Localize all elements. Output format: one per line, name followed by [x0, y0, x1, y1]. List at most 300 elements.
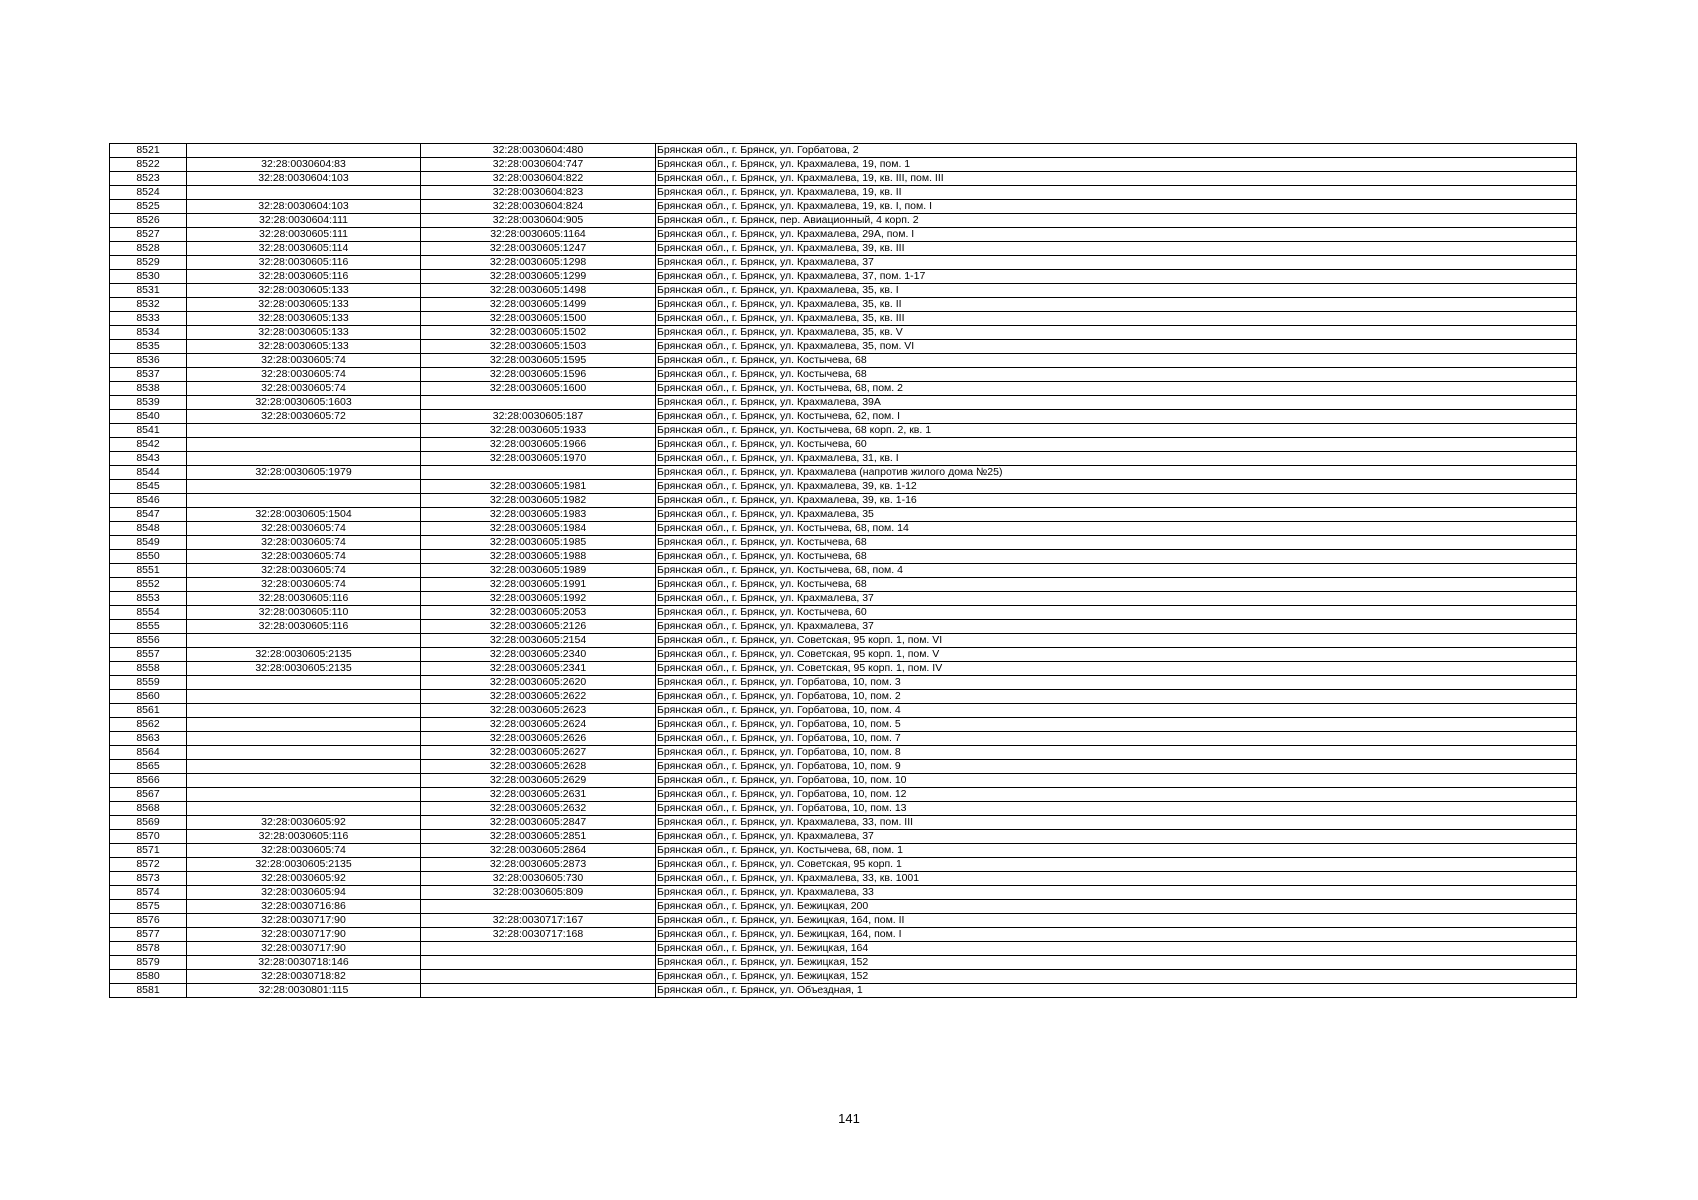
cadastral-number-cell: 32:28:0030605:2341 — [421, 662, 656, 676]
table-row — [110, 634, 1577, 648]
cadastral-number-cell: 32:28:0030605:809 — [421, 886, 656, 900]
cadastral-number-cell: 32:28:0030605:1933 — [421, 424, 656, 438]
address-cell: Брянская обл., г. Брянск, ул. Крахмалева (напротив жилого дома №25) — [656, 466, 1577, 480]
row-number-cell: 8570 — [110, 830, 187, 844]
cadastral-number-cell: 32:28:0030605:1247 — [421, 242, 656, 256]
cadastral-number-cell — [421, 396, 656, 410]
table-row — [110, 494, 1577, 508]
table-row — [110, 284, 1577, 298]
parent-cadastral-number-cell: 32:28:0030605:74 — [187, 354, 421, 368]
parent-cadastral-number-cell — [187, 690, 421, 704]
address-cell: Брянская обл., г. Брянск, ул. Крахмалева, 19, кв. III, пом. III — [656, 172, 1577, 186]
parent-cadastral-number-cell — [187, 774, 421, 788]
row-number-cell: 8574 — [110, 886, 187, 900]
table-row — [110, 956, 1577, 970]
parent-cadastral-number-cell — [187, 718, 421, 732]
address-cell: Брянская обл., г. Брянск, ул. Горбатова, 10, пом. 12 — [656, 788, 1577, 802]
row-number-cell: 8564 — [110, 746, 187, 760]
parent-cadastral-number-cell: 32:28:0030605:111 — [187, 228, 421, 242]
address-cell: Брянская обл., г. Брянск, ул. Крахмалева, 37 — [656, 620, 1577, 634]
table-row — [110, 242, 1577, 256]
parent-cadastral-number-cell: 32:28:0030717:90 — [187, 928, 421, 942]
table-row — [110, 872, 1577, 886]
table-row — [110, 326, 1577, 340]
row-number-cell: 8551 — [110, 564, 187, 578]
address-cell: Брянская обл., г. Брянск, ул. Бежицкая, 152 — [656, 970, 1577, 984]
table-row — [110, 228, 1577, 242]
table-row — [110, 410, 1577, 424]
address-cell: Брянская обл., г. Брянск, ул. Горбатова, 10, пом. 2 — [656, 690, 1577, 704]
row-number-cell: 8541 — [110, 424, 187, 438]
cadastral-number-cell: 32:28:0030605:730 — [421, 872, 656, 886]
cadastral-number-cell — [421, 466, 656, 480]
cadastral-number-cell: 32:28:0030605:2847 — [421, 816, 656, 830]
registry-table-body — [110, 144, 1577, 998]
cadastral-number-cell: 32:28:0030605:1499 — [421, 298, 656, 312]
row-number-cell: 8529 — [110, 256, 187, 270]
row-number-cell: 8577 — [110, 928, 187, 942]
address-cell: Брянская обл., г. Брянск, ул. Горбатова, 2 — [656, 144, 1577, 158]
address-cell: Брянская обл., г. Брянск, ул. Крахмалева, 39, кв. III — [656, 242, 1577, 256]
table-row — [110, 704, 1577, 718]
cadastral-number-cell: 32:28:0030605:2624 — [421, 718, 656, 732]
row-number-cell: 8566 — [110, 774, 187, 788]
table-row — [110, 774, 1577, 788]
row-number-cell: 8557 — [110, 648, 187, 662]
row-number-cell: 8565 — [110, 760, 187, 774]
cadastral-number-cell: 32:28:0030605:1989 — [421, 564, 656, 578]
table-row — [110, 844, 1577, 858]
address-cell: Брянская обл., г. Брянск, ул. Костычева, 62, пом. I — [656, 410, 1577, 424]
row-number-cell: 8571 — [110, 844, 187, 858]
cadastral-number-cell: 32:28:0030605:2873 — [421, 858, 656, 872]
parent-cadastral-number-cell — [187, 732, 421, 746]
table-row — [110, 158, 1577, 172]
row-number-cell: 8525 — [110, 200, 187, 214]
table-row — [110, 480, 1577, 494]
address-cell: Брянская обл., г. Брянск, ул. Крахмалева, 39, кв. 1-12 — [656, 480, 1577, 494]
row-number-cell: 8528 — [110, 242, 187, 256]
address-cell: Брянская обл., г. Брянск, ул. Бежицкая, 164, пом. II — [656, 914, 1577, 928]
address-cell: Брянская обл., г. Брянск, ул. Костычева, 68 — [656, 550, 1577, 564]
table-row — [110, 732, 1577, 746]
parent-cadastral-number-cell: 32:28:0030605:133 — [187, 298, 421, 312]
table-row — [110, 578, 1577, 592]
parent-cadastral-number-cell: 32:28:0030605:92 — [187, 872, 421, 886]
row-number-cell: 8572 — [110, 858, 187, 872]
address-cell: Брянская обл., г. Брянск, ул. Горбатова, 10, пом. 8 — [656, 746, 1577, 760]
address-cell: Брянская обл., г. Брянск, ул. Советская, 95 корп. 1 — [656, 858, 1577, 872]
row-number-cell: 8543 — [110, 452, 187, 466]
parent-cadastral-number-cell — [187, 760, 421, 774]
table-row — [110, 396, 1577, 410]
cadastral-number-cell: 32:28:0030605:1991 — [421, 578, 656, 592]
cadastral-number-cell: 32:28:0030605:1984 — [421, 522, 656, 536]
cadastral-number-cell: 32:28:0030717:168 — [421, 928, 656, 942]
row-number-cell: 8568 — [110, 802, 187, 816]
table-row — [110, 900, 1577, 914]
parent-cadastral-number-cell — [187, 746, 421, 760]
row-number-cell: 8548 — [110, 522, 187, 536]
cadastral-number-cell: 32:28:0030605:1966 — [421, 438, 656, 452]
table-row — [110, 788, 1577, 802]
cadastral-number-cell — [421, 900, 656, 914]
cadastral-number-cell: 32:28:0030605:1500 — [421, 312, 656, 326]
parent-cadastral-number-cell: 32:28:0030605:2135 — [187, 858, 421, 872]
address-cell: Брянская обл., г. Брянск, ул. Костычева, 68 — [656, 368, 1577, 382]
parent-cadastral-number-cell — [187, 480, 421, 494]
address-cell: Брянская обл., г. Брянск, ул. Костычева, 68, пом. 14 — [656, 522, 1577, 536]
row-number-cell: 8531 — [110, 284, 187, 298]
parent-cadastral-number-cell: 32:28:0030604:111 — [187, 214, 421, 228]
address-cell: Брянская обл., г. Брянск, ул. Бежицкая, 152 — [656, 956, 1577, 970]
cadastral-number-cell: 32:28:0030605:1298 — [421, 256, 656, 270]
parent-cadastral-number-cell: 32:28:0030605:116 — [187, 270, 421, 284]
parent-cadastral-number-cell: 32:28:0030605:114 — [187, 242, 421, 256]
address-cell: Брянская обл., г. Брянск, ул. Горбатова, 10, пом. 9 — [656, 760, 1577, 774]
cadastral-number-cell: 32:28:0030605:2864 — [421, 844, 656, 858]
registry-table — [109, 143, 1577, 998]
parent-cadastral-number-cell — [187, 788, 421, 802]
address-cell: Брянская обл., г. Брянск, ул. Горбатова, 10, пом. 5 — [656, 718, 1577, 732]
address-cell: Брянская обл., г. Брянск, ул. Костычева, 68, пом. 1 — [656, 844, 1577, 858]
address-cell: Брянская обл., г. Брянск, ул. Горбатова, 10, пом. 4 — [656, 704, 1577, 718]
table-row — [110, 186, 1577, 200]
cadastral-number-cell: 32:28:0030605:1981 — [421, 480, 656, 494]
address-cell: Брянская обл., г. Брянск, ул. Крахмалева, 37 — [656, 830, 1577, 844]
row-number-cell: 8547 — [110, 508, 187, 522]
parent-cadastral-number-cell — [187, 802, 421, 816]
row-number-cell: 8576 — [110, 914, 187, 928]
parent-cadastral-number-cell: 32:28:0030605:110 — [187, 606, 421, 620]
table-row — [110, 424, 1577, 438]
table-row — [110, 942, 1577, 956]
row-number-cell: 8522 — [110, 158, 187, 172]
parent-cadastral-number-cell: 32:28:0030605:133 — [187, 312, 421, 326]
row-number-cell: 8579 — [110, 956, 187, 970]
row-number-cell: 8575 — [110, 900, 187, 914]
cadastral-number-cell: 32:28:0030605:1164 — [421, 228, 656, 242]
row-number-cell: 8546 — [110, 494, 187, 508]
row-number-cell: 8562 — [110, 718, 187, 732]
table-row — [110, 550, 1577, 564]
parent-cadastral-number-cell: 32:28:0030801:115 — [187, 984, 421, 998]
page-number: 141 — [838, 1111, 860, 1126]
address-cell: Брянская обл., г. Брянск, ул. Бежицкая, 164, пом. I — [656, 928, 1577, 942]
row-number-cell: 8578 — [110, 942, 187, 956]
cadastral-number-cell: 32:28:0030717:167 — [421, 914, 656, 928]
parent-cadastral-number-cell: 32:28:0030604:103 — [187, 172, 421, 186]
table-row — [110, 760, 1577, 774]
address-cell: Брянская обл., г. Брянск, ул. Крахмалева, 37 — [656, 592, 1577, 606]
row-number-cell: 8534 — [110, 326, 187, 340]
parent-cadastral-number-cell: 32:28:0030718:82 — [187, 970, 421, 984]
cadastral-number-cell: 32:28:0030605:1992 — [421, 592, 656, 606]
cadastral-number-cell: 32:28:0030605:2851 — [421, 830, 656, 844]
address-cell: Брянская обл., г. Брянск, ул. Объездная, 1 — [656, 984, 1577, 998]
parent-cadastral-number-cell: 32:28:0030605:92 — [187, 816, 421, 830]
table-row — [110, 802, 1577, 816]
address-cell: Брянская обл., г. Брянск, ул. Горбатова, 10, пом. 10 — [656, 774, 1577, 788]
parent-cadastral-number-cell: 32:28:0030605:116 — [187, 620, 421, 634]
cadastral-number-cell: 32:28:0030605:2622 — [421, 690, 656, 704]
table-row — [110, 858, 1577, 872]
cadastral-number-cell: 32:28:0030605:187 — [421, 410, 656, 424]
parent-cadastral-number-cell — [187, 494, 421, 508]
address-cell: Брянская обл., г. Брянск, ул. Горбатова, 10, пом. 3 — [656, 676, 1577, 690]
row-number-cell: 8542 — [110, 438, 187, 452]
row-number-cell: 8530 — [110, 270, 187, 284]
parent-cadastral-number-cell: 32:28:0030605:133 — [187, 284, 421, 298]
cadastral-number-cell: 32:28:0030605:2631 — [421, 788, 656, 802]
parent-cadastral-number-cell: 32:28:0030605:1504 — [187, 508, 421, 522]
table-row — [110, 676, 1577, 690]
cadastral-number-cell — [421, 984, 656, 998]
table-row — [110, 606, 1577, 620]
address-cell: Брянская обл., г. Брянск, ул. Крахмалева, 35, кв. V — [656, 326, 1577, 340]
parent-cadastral-number-cell: 32:28:0030604:83 — [187, 158, 421, 172]
parent-cadastral-number-cell: 32:28:0030605:74 — [187, 550, 421, 564]
address-cell: Брянская обл., г. Брянск, ул. Костычева, 68 — [656, 536, 1577, 550]
parent-cadastral-number-cell: 32:28:0030718:146 — [187, 956, 421, 970]
row-number-cell: 8526 — [110, 214, 187, 228]
row-number-cell: 8561 — [110, 704, 187, 718]
address-cell: Брянская обл., г. Брянск, ул. Крахмалева, 39А — [656, 396, 1577, 410]
parent-cadastral-number-cell: 32:28:0030717:90 — [187, 942, 421, 956]
cadastral-number-cell: 32:28:0030605:2623 — [421, 704, 656, 718]
table-row — [110, 438, 1577, 452]
row-number-cell: 8527 — [110, 228, 187, 242]
address-cell: Брянская обл., г. Брянск, пер. Авиационный, 4 корп. 2 — [656, 214, 1577, 228]
table-row — [110, 508, 1577, 522]
parent-cadastral-number-cell — [187, 634, 421, 648]
row-number-cell: 8544 — [110, 466, 187, 480]
address-cell: Брянская обл., г. Брянск, ул. Крахмалева, 39, кв. 1-16 — [656, 494, 1577, 508]
parent-cadastral-number-cell: 32:28:0030605:1979 — [187, 466, 421, 480]
address-cell: Брянская обл., г. Брянск, ул. Крахмалева, 37 — [656, 256, 1577, 270]
address-cell: Брянская обл., г. Брянск, ул. Костычева, 68 корп. 2, кв. 1 — [656, 424, 1577, 438]
row-number-cell: 8521 — [110, 144, 187, 158]
table-row — [110, 270, 1577, 284]
address-cell: Брянская обл., г. Брянск, ул. Бежицкая, 200 — [656, 900, 1577, 914]
table-row — [110, 298, 1577, 312]
row-number-cell: 8523 — [110, 172, 187, 186]
cadastral-number-cell: 32:28:0030604:824 — [421, 200, 656, 214]
table-row — [110, 382, 1577, 396]
parent-cadastral-number-cell: 32:28:0030605:116 — [187, 830, 421, 844]
parent-cadastral-number-cell: 32:28:0030605:72 — [187, 410, 421, 424]
row-number-cell: 8555 — [110, 620, 187, 634]
table-row — [110, 648, 1577, 662]
parent-cadastral-number-cell — [187, 704, 421, 718]
table-row — [110, 592, 1577, 606]
parent-cadastral-number-cell — [187, 676, 421, 690]
parent-cadastral-number-cell: 32:28:0030605:74 — [187, 522, 421, 536]
parent-cadastral-number-cell: 32:28:0030716:86 — [187, 900, 421, 914]
parent-cadastral-number-cell: 32:28:0030605:74 — [187, 368, 421, 382]
parent-cadastral-number-cell — [187, 438, 421, 452]
cadastral-number-cell: 32:28:0030605:1595 — [421, 354, 656, 368]
table-row — [110, 830, 1577, 844]
table-row — [110, 816, 1577, 830]
table-row — [110, 620, 1577, 634]
cadastral-number-cell: 32:28:0030605:1299 — [421, 270, 656, 284]
address-cell: Брянская обл., г. Брянск, ул. Костычева, 60 — [656, 438, 1577, 452]
table-row — [110, 172, 1577, 186]
address-cell: Брянская обл., г. Брянск, ул. Костычева, 68 — [656, 354, 1577, 368]
parent-cadastral-number-cell: 32:28:0030604:103 — [187, 200, 421, 214]
address-cell: Брянская обл., г. Брянск, ул. Костычева, 68, пом. 2 — [656, 382, 1577, 396]
cadastral-number-cell: 32:28:0030605:2628 — [421, 760, 656, 774]
parent-cadastral-number-cell: 32:28:0030605:74 — [187, 564, 421, 578]
cadastral-number-cell: 32:28:0030605:2126 — [421, 620, 656, 634]
row-number-cell: 8540 — [110, 410, 187, 424]
row-number-cell: 8524 — [110, 186, 187, 200]
address-cell: Брянская обл., г. Брянск, ул. Костычева, 60 — [656, 606, 1577, 620]
cadastral-number-cell: 32:28:0030604:823 — [421, 186, 656, 200]
table-row — [110, 886, 1577, 900]
table-row — [110, 522, 1577, 536]
parent-cadastral-number-cell — [187, 186, 421, 200]
parent-cadastral-number-cell — [187, 452, 421, 466]
table-row — [110, 354, 1577, 368]
address-cell: Брянская обл., г. Брянск, ул. Крахмалева, 37, пом. 1-17 — [656, 270, 1577, 284]
parent-cadastral-number-cell: 32:28:0030605:1603 — [187, 396, 421, 410]
address-cell: Брянская обл., г. Брянск, ул. Крахмалева, 35, кв. III — [656, 312, 1577, 326]
cadastral-number-cell — [421, 956, 656, 970]
address-cell: Брянская обл., г. Брянск, ул. Крахмалева, 19, пом. 1 — [656, 158, 1577, 172]
cadastral-number-cell: 32:28:0030605:1985 — [421, 536, 656, 550]
cadastral-number-cell: 32:28:0030605:2632 — [421, 802, 656, 816]
row-number-cell: 8556 — [110, 634, 187, 648]
table-row — [110, 466, 1577, 480]
table-row — [110, 746, 1577, 760]
row-number-cell: 8558 — [110, 662, 187, 676]
cadastral-number-cell: 32:28:0030605:1988 — [421, 550, 656, 564]
address-cell: Брянская обл., г. Брянск, ул. Крахмалева, 35, кв. II — [656, 298, 1577, 312]
cadastral-number-cell: 32:28:0030604:822 — [421, 172, 656, 186]
table-row — [110, 214, 1577, 228]
row-number-cell: 8560 — [110, 690, 187, 704]
cadastral-number-cell: 32:28:0030604:905 — [421, 214, 656, 228]
table-row — [110, 718, 1577, 732]
parent-cadastral-number-cell: 32:28:0030605:2135 — [187, 648, 421, 662]
address-cell: Брянская обл., г. Брянск, ул. Советская, 95 корп. 1, пом. VI — [656, 634, 1577, 648]
address-cell: Брянская обл., г. Брянск, ул. Крахмалева, 35, пом. VI — [656, 340, 1577, 354]
cadastral-number-cell: 32:28:0030605:2620 — [421, 676, 656, 690]
cadastral-number-cell: 32:28:0030605:2627 — [421, 746, 656, 760]
row-number-cell: 8549 — [110, 536, 187, 550]
cadastral-number-cell: 32:28:0030605:2626 — [421, 732, 656, 746]
address-cell: Брянская обл., г. Брянск, ул. Костычева, 68, пом. 4 — [656, 564, 1577, 578]
address-cell: Брянская обл., г. Брянск, ул. Крахмалева, 33 — [656, 886, 1577, 900]
table-row — [110, 928, 1577, 942]
address-cell: Брянская обл., г. Брянск, ул. Горбатова, 10, пом. 13 — [656, 802, 1577, 816]
cadastral-number-cell: 32:28:0030605:2629 — [421, 774, 656, 788]
row-number-cell: 8536 — [110, 354, 187, 368]
address-cell: Брянская обл., г. Брянск, ул. Костычева, 68 — [656, 578, 1577, 592]
row-number-cell: 8553 — [110, 592, 187, 606]
address-cell: Брянская обл., г. Брянск, ул. Бежицкая, 164 — [656, 942, 1577, 956]
cadastral-number-cell: 32:28:0030605:2154 — [421, 634, 656, 648]
row-number-cell: 8569 — [110, 816, 187, 830]
parent-cadastral-number-cell: 32:28:0030717:90 — [187, 914, 421, 928]
cadastral-number-cell: 32:28:0030605:2053 — [421, 606, 656, 620]
address-cell: Брянская обл., г. Брянск, ул. Крахмалева, 19, кв. II — [656, 186, 1577, 200]
row-number-cell: 8537 — [110, 368, 187, 382]
parent-cadastral-number-cell: 32:28:0030605:2135 — [187, 662, 421, 676]
row-number-cell: 8550 — [110, 550, 187, 564]
cadastral-number-cell: 32:28:0030604:747 — [421, 158, 656, 172]
address-cell: Брянская обл., г. Брянск, ул. Крахмалева, 31, кв. I — [656, 452, 1577, 466]
address-cell: Брянская обл., г. Брянск, ул. Советская, 95 корп. 1, пом. IV — [656, 662, 1577, 676]
address-cell: Брянская обл., г. Брянск, ул. Крахмалева, 29А, пом. I — [656, 228, 1577, 242]
parent-cadastral-number-cell: 32:28:0030605:133 — [187, 340, 421, 354]
row-number-cell: 8533 — [110, 312, 187, 326]
cadastral-number-cell — [421, 970, 656, 984]
cadastral-number-cell: 32:28:0030605:2340 — [421, 648, 656, 662]
cadastral-number-cell: 32:28:0030605:1498 — [421, 284, 656, 298]
address-cell: Брянская обл., г. Брянск, ул. Крахмалева, 33, кв. 1001 — [656, 872, 1577, 886]
table-row — [110, 368, 1577, 382]
parent-cadastral-number-cell: 32:28:0030605:74 — [187, 382, 421, 396]
table-row — [110, 914, 1577, 928]
row-number-cell: 8573 — [110, 872, 187, 886]
parent-cadastral-number-cell: 32:28:0030605:74 — [187, 578, 421, 592]
row-number-cell: 8538 — [110, 382, 187, 396]
table-row — [110, 312, 1577, 326]
cadastral-number-cell: 32:28:0030604:480 — [421, 144, 656, 158]
row-number-cell: 8545 — [110, 480, 187, 494]
address-cell: Брянская обл., г. Брянск, ул. Крахмалева, 19, кв. I, пом. I — [656, 200, 1577, 214]
address-cell: Брянская обл., г. Брянск, ул. Крахмалева, 35 — [656, 508, 1577, 522]
table-row — [110, 970, 1577, 984]
table-row — [110, 662, 1577, 676]
parent-cadastral-number-cell — [187, 424, 421, 438]
table-row — [110, 144, 1577, 158]
table-row — [110, 536, 1577, 550]
parent-cadastral-number-cell: 32:28:0030605:116 — [187, 592, 421, 606]
table-row — [110, 564, 1577, 578]
row-number-cell: 8563 — [110, 732, 187, 746]
table-row — [110, 200, 1577, 214]
row-number-cell: 8554 — [110, 606, 187, 620]
parent-cadastral-number-cell: 32:28:0030605:74 — [187, 844, 421, 858]
address-cell: Брянская обл., г. Брянск, ул. Крахмалева, 33, пом. III — [656, 816, 1577, 830]
parent-cadastral-number-cell: 32:28:0030605:74 — [187, 536, 421, 550]
parent-cadastral-number-cell — [187, 144, 421, 158]
row-number-cell: 8535 — [110, 340, 187, 354]
table-row — [110, 452, 1577, 466]
cadastral-number-cell: 32:28:0030605:1502 — [421, 326, 656, 340]
parent-cadastral-number-cell: 32:28:0030605:94 — [187, 886, 421, 900]
table-row — [110, 256, 1577, 270]
cadastral-number-cell: 32:28:0030605:1596 — [421, 368, 656, 382]
row-number-cell: 8532 — [110, 298, 187, 312]
row-number-cell: 8559 — [110, 676, 187, 690]
row-number-cell: 8580 — [110, 970, 187, 984]
parent-cadastral-number-cell: 32:28:0030605:133 — [187, 326, 421, 340]
parent-cadastral-number-cell: 32:28:0030605:116 — [187, 256, 421, 270]
address-cell: Брянская обл., г. Брянск, ул. Крахмалева, 35, кв. I — [656, 284, 1577, 298]
cadastral-number-cell: 32:28:0030605:1982 — [421, 494, 656, 508]
address-cell: Брянская обл., г. Брянск, ул. Горбатова, 10, пом. 7 — [656, 732, 1577, 746]
table-row — [110, 340, 1577, 354]
row-number-cell: 8581 — [110, 984, 187, 998]
table-row — [110, 690, 1577, 704]
cadastral-number-cell: 32:28:0030605:1503 — [421, 340, 656, 354]
row-number-cell: 8567 — [110, 788, 187, 802]
